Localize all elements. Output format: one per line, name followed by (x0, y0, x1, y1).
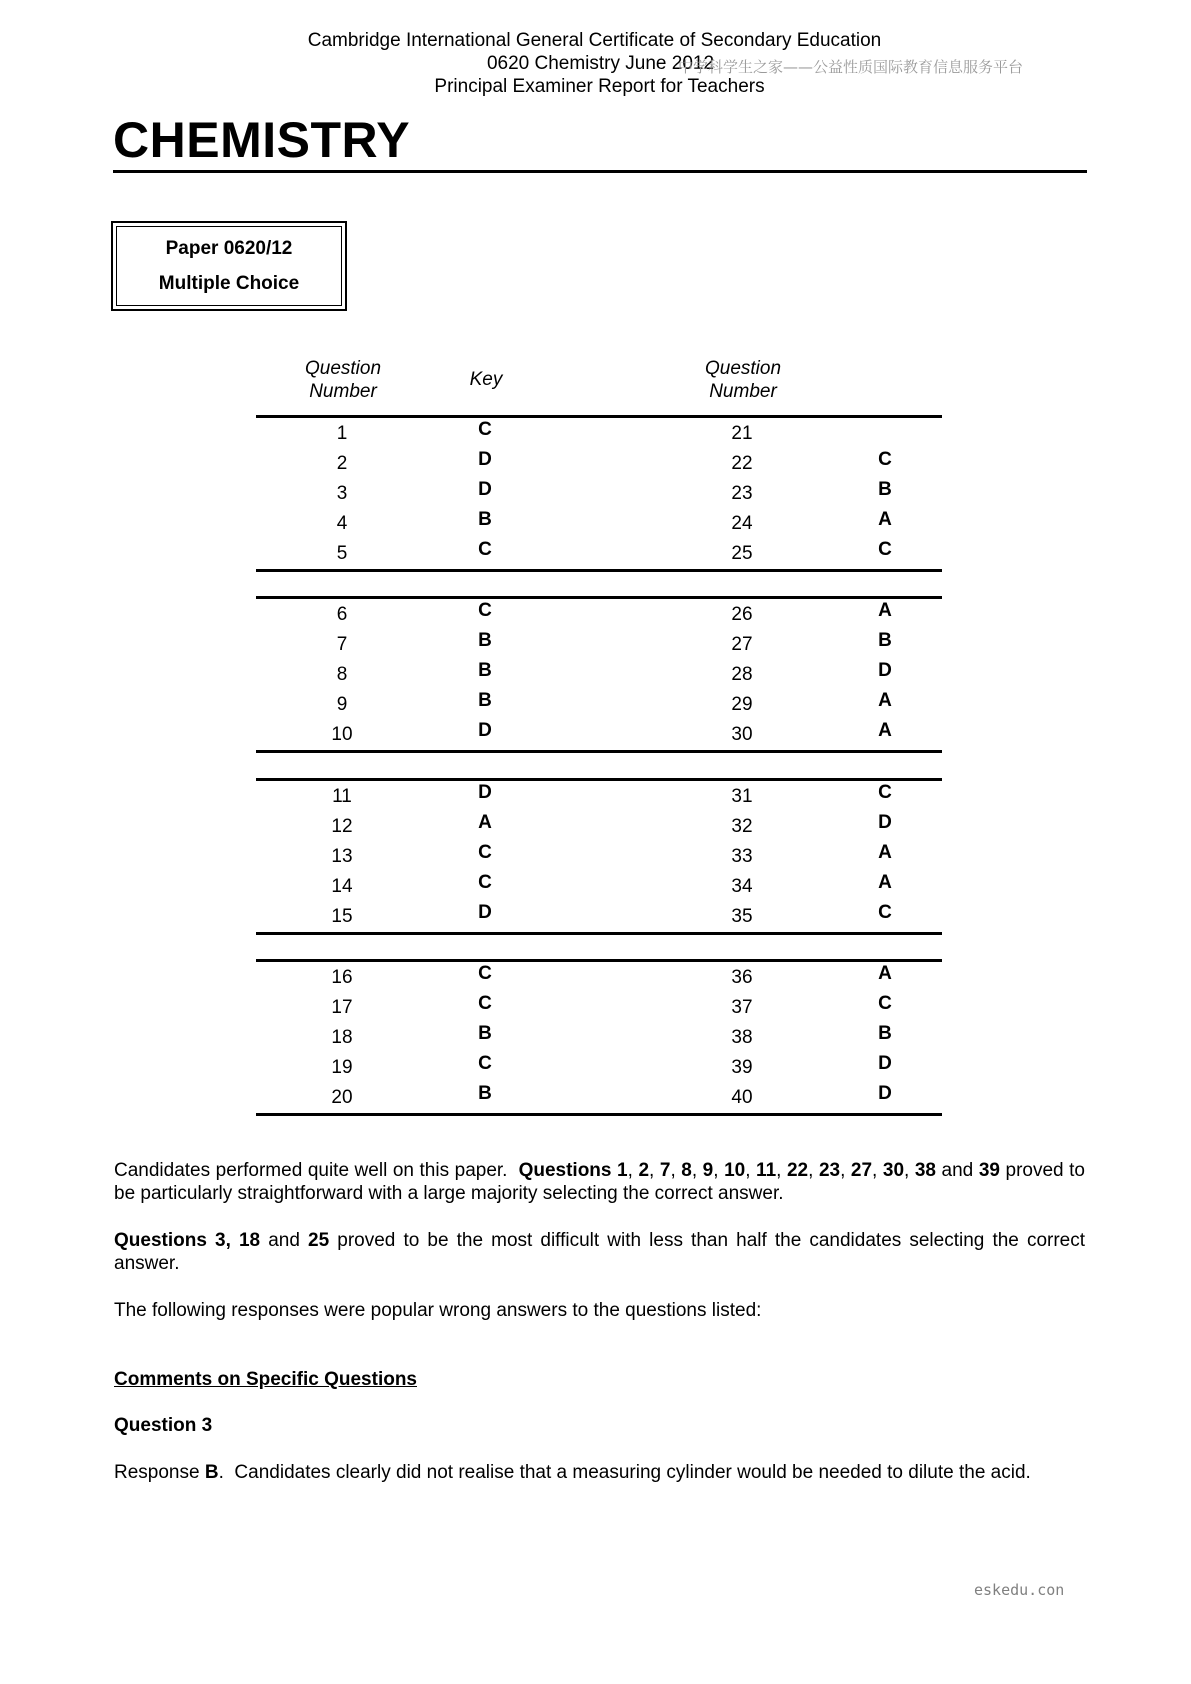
q3-response-key: B (204, 1462, 219, 1483)
question-number: 25 (731, 543, 753, 564)
summary-question-number: 23 (818, 1160, 841, 1181)
answer-key: C (878, 449, 892, 470)
summary-question-number: 11 (756, 1160, 777, 1181)
answer-key: D (478, 720, 492, 741)
answer-key: B (878, 1023, 892, 1044)
summary-last-question: 39 (978, 1160, 1000, 1181)
paper-code: Paper 0620/12 (165, 238, 293, 259)
answer-key: D (878, 812, 892, 833)
summary-and: and (941, 1160, 974, 1181)
table-group-bottom-rule (256, 1113, 942, 1116)
page-title: CHEMISTRY (113, 112, 411, 168)
answer-key: C (478, 600, 492, 621)
answer-key: C (478, 993, 492, 1014)
answer-key: B (478, 1083, 492, 1104)
column-header-left-line1: Question (304, 358, 382, 379)
answer-key: C (478, 842, 492, 863)
question-number: 22 (731, 453, 753, 474)
answer-key: C (878, 539, 892, 560)
table-group-bottom-rule (256, 932, 942, 935)
summary-question-number: 2 (638, 1160, 650, 1181)
answer-key: D (478, 902, 492, 923)
q3-response-label: Response (114, 1462, 200, 1483)
summary-question-number: 9 (702, 1160, 714, 1181)
column-header-right-line1: Question (704, 358, 782, 379)
question-number: 33 (731, 846, 753, 867)
question-number: 2 (336, 453, 348, 474)
question-number: 30 (731, 724, 753, 745)
answer-key: A (478, 812, 492, 833)
question-number: 32 (731, 816, 753, 837)
answer-key: C (478, 419, 492, 440)
question-number: 8 (336, 664, 348, 685)
answer-key: C (478, 963, 492, 984)
paper-info-box (111, 221, 347, 311)
question-number: 16 (331, 967, 353, 988)
answer-key: C (878, 993, 892, 1014)
summary-intro: Candidates performed quite well on this paper. (114, 1160, 508, 1181)
paper-type: Multiple Choice (158, 273, 300, 294)
header-line-3: Principal Examiner Report for Teachers (434, 76, 765, 97)
answer-key: C (878, 902, 892, 923)
paragraph-wrong-answers: The following responses were popular wrong answers to the questions listed: (114, 1300, 762, 1321)
question-number: 15 (331, 906, 353, 927)
column-header-right-line2: Number (709, 381, 777, 402)
answer-key: C (478, 872, 492, 893)
paper-info-box-inner (116, 226, 342, 306)
question-number: 34 (731, 876, 753, 897)
column-header-question-number-left (293, 357, 393, 403)
question-number: 40 (731, 1087, 753, 1108)
summary-question-list: 1, 2, 7, 8, 9, 10, 11, 22, 23, 27, 30, 38 (617, 1160, 936, 1181)
question-number: 24 (731, 513, 753, 534)
comments-heading: Comments on Specific Questions (114, 1369, 417, 1390)
summary-question-number: 7 (659, 1160, 671, 1181)
question-number: 28 (731, 664, 753, 685)
question-number: 10 (331, 724, 353, 745)
question-3-heading: Question 3 (114, 1415, 213, 1436)
answer-key: D (878, 660, 892, 681)
answer-key: D (478, 449, 492, 470)
title-rule (113, 170, 1087, 173)
question-number: 12 (331, 816, 353, 837)
table-group-bottom-rule (256, 569, 942, 572)
question-number: 17 (331, 997, 353, 1018)
answer-key: C (478, 539, 492, 560)
watermark-text: 中学科学生之家——公益性质国际教育信息服务平台 (678, 58, 1024, 76)
answer-key: D (478, 782, 492, 803)
answer-key: A (878, 509, 892, 530)
question-number: 3 (336, 483, 348, 504)
summary-questions-label: Questions (518, 1160, 612, 1181)
answer-key: A (878, 720, 892, 741)
summary-question-number: 10 (724, 1160, 746, 1181)
difficult-questions-label: Questions 3, 18 (114, 1230, 261, 1251)
question-number: 5 (336, 543, 348, 564)
question-3-comment: Response B. Candidates clearly did not realise that a measuring cylinder would be needed to dilute the acid. (114, 1462, 1031, 1483)
question-number: 38 (731, 1027, 753, 1048)
question-number: 14 (331, 876, 353, 897)
answer-key: B (878, 630, 892, 651)
column-header-left-line2: Number (309, 381, 377, 402)
question-number: 27 (731, 634, 753, 655)
answer-key: A (878, 842, 892, 863)
question-number: 18 (331, 1027, 353, 1048)
column-header-key: Key (469, 369, 503, 390)
question-number: 13 (331, 846, 353, 867)
difficult-and: and (268, 1230, 300, 1251)
column-header-question-number-right (693, 357, 793, 403)
summary-question-number: 1 (617, 1160, 628, 1181)
answer-key: C (878, 782, 892, 803)
summary-outcome: proved to be particularly straightforward with a large majority selecting the correct answer. (114, 1160, 1086, 1204)
summary-question-number: 22 (786, 1160, 809, 1181)
answer-key: B (478, 660, 492, 681)
question-number: 39 (731, 1057, 753, 1078)
answer-key: B (478, 630, 492, 651)
answer-key: B (478, 509, 492, 530)
answer-key: B (878, 479, 892, 500)
answer-key: B (478, 1023, 492, 1044)
answer-key: A (878, 963, 892, 984)
difficult-last-question: 25 (308, 1230, 330, 1251)
question-number: 37 (731, 997, 753, 1018)
question-number: 19 (331, 1057, 353, 1078)
difficult-outcome: proved to be the most difficult with less than half the candidates selecting the correct answer. (114, 1230, 1086, 1274)
paragraph-difficult (114, 1229, 1085, 1275)
table-group-top-rule (256, 778, 942, 781)
question-number: 31 (731, 786, 753, 807)
q3-comment-text: Candidates clearly did not realise that a measuring cylinder would be needed to dilute the acid. (234, 1462, 1031, 1483)
answer-key: D (878, 1053, 892, 1074)
answer-key: D (878, 1083, 892, 1104)
answer-key: B (478, 690, 492, 711)
question-number: 21 (731, 423, 753, 444)
question-number: 9 (336, 694, 348, 715)
question-number: 29 (731, 694, 753, 715)
summary-question-number: 27 (850, 1160, 873, 1181)
table-group-top-rule (256, 415, 942, 418)
footer-site-mark: eskedu.con (974, 1581, 1065, 1599)
header-line-1: Cambridge International General Certificate of Secondary Education (307, 30, 882, 51)
header-line-2: 0620 Chemistry June 2012 (486, 53, 715, 74)
question-number: 20 (331, 1087, 353, 1108)
question-number: 36 (731, 967, 753, 988)
answer-key: A (878, 872, 892, 893)
question-number: 4 (336, 513, 348, 534)
question-number: 23 (731, 483, 753, 504)
question-number: 26 (731, 604, 753, 625)
question-number: 6 (336, 604, 348, 625)
answer-key: D (478, 479, 492, 500)
answer-key: A (878, 690, 892, 711)
table-group-top-rule (256, 959, 942, 962)
answer-key: C (478, 1053, 492, 1074)
question-number: 1 (336, 423, 348, 444)
table-group-top-rule (256, 596, 942, 599)
table-group-bottom-rule (256, 750, 942, 753)
summary-question-number: 30 (882, 1160, 905, 1181)
summary-question-number: 8 (681, 1160, 692, 1181)
question-number: 7 (336, 634, 348, 655)
summary-question-number: 38 (914, 1160, 936, 1181)
answer-key: A (878, 600, 892, 621)
paragraph-summary (114, 1159, 1085, 1205)
question-number: 11 (332, 786, 352, 807)
question-number: 35 (731, 906, 753, 927)
